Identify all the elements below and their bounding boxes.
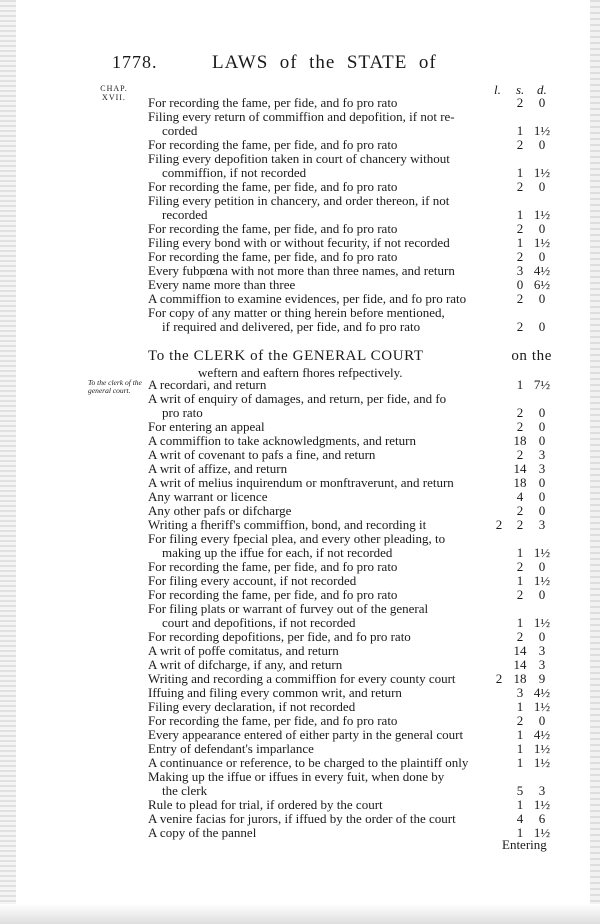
fee-description: Filing every return of commiffion and depofition, if not re-	[148, 109, 455, 124]
amount-pence: 6½	[533, 277, 551, 292]
fee-description: Writing and recording a commiffion for every county court	[148, 671, 456, 686]
amount-pence: 1½	[533, 123, 551, 138]
fee-entry-continuation	[0, 784, 600, 798]
amount-shillings: 1	[516, 797, 524, 812]
fee-entry	[0, 602, 600, 616]
fee-description: For recording the fame, per fide, and fo pro rato	[148, 137, 398, 152]
amount-shillings: 1	[516, 235, 524, 250]
fee-entry	[0, 742, 600, 756]
amount-pence: 0	[538, 179, 546, 194]
amount-shillings: 1	[516, 123, 524, 138]
fee-description: Filing every depofition taken in court of chancery without	[148, 151, 450, 166]
fee-description: court and depofitions, if not recorded	[162, 615, 356, 630]
amount-shillings: 4	[516, 811, 524, 826]
amount-shillings: 2	[516, 447, 524, 462]
fee-entry	[0, 798, 600, 812]
fee-description: Writing a fheriff's commiffion, bond, and recording it	[148, 517, 427, 532]
amount-shillings: 0	[516, 277, 524, 292]
column-header-pence: d.	[537, 82, 547, 97]
fee-entry	[0, 180, 600, 194]
amount-pence: 3	[538, 657, 546, 672]
page-edge-bottom	[0, 904, 600, 924]
fee-description: For filing plats or warrant of furvey out of the general	[148, 601, 429, 616]
amount-pence: 1½	[533, 797, 551, 812]
fee-description: For recording depofitions, per fide, and fo pro rato	[148, 629, 411, 644]
fee-description: For recording the fame, per fide, and fo pro rato	[148, 559, 398, 574]
amount-shillings: 4	[516, 489, 524, 504]
chapter-number: XVII.	[102, 93, 126, 102]
amount-shillings: 2	[516, 629, 524, 644]
fee-entry	[0, 378, 600, 392]
fee-entry	[0, 490, 600, 504]
amount-shillings: 1	[516, 727, 524, 742]
amount-shillings: 2	[516, 137, 524, 152]
section-title-text: To the CLERK of the GENERAL COURT	[148, 348, 424, 364]
amount-shillings: 18	[513, 475, 527, 490]
fee-description: A writ of affize, and return	[148, 461, 288, 476]
amount-shillings: 2	[516, 249, 524, 264]
amount-shillings: 2	[516, 713, 524, 728]
fee-entry	[0, 222, 600, 236]
amount-pence: 4½	[533, 263, 551, 278]
fee-entry	[0, 96, 600, 110]
amount-pence: 0	[538, 419, 546, 434]
fee-description: For recording the fame, per fide, and fo pro rato	[148, 221, 398, 236]
amount-shillings: 1	[516, 165, 524, 180]
fee-description: Filing every bond with or without fecurity, if not recorded	[148, 235, 450, 250]
amount-pence: 0	[538, 405, 546, 420]
amount-shillings: 2	[516, 587, 524, 602]
fee-description: Making up the iffue or iffues in every fuit, when done by	[148, 769, 445, 784]
fee-entry	[0, 152, 600, 166]
amount-shillings: 18	[513, 671, 527, 686]
amount-shillings: 2	[516, 319, 524, 334]
fee-description: Any warrant or licence	[148, 489, 268, 504]
fee-description: A writ of poffe comitatus, and return	[148, 643, 339, 658]
amount-pence: 0	[538, 221, 546, 236]
amount-shillings: 14	[513, 657, 527, 672]
amount-shillings: 2	[516, 405, 524, 420]
amount-pounds: 2	[495, 517, 503, 532]
fee-description: making up the iffue for each, if not recorded	[162, 545, 393, 560]
fee-description: commiffion, if not recorded	[162, 165, 307, 180]
column-header-shillings: s.	[516, 82, 525, 97]
fee-description: Rule to plead for trial, if ordered by the court	[148, 797, 383, 812]
fee-description: Every appearance entered of either party in the general court	[148, 727, 464, 742]
chapter-label: CHAP.	[100, 84, 128, 93]
fee-description: recorded	[162, 207, 208, 222]
fee-entry	[0, 770, 600, 784]
amount-shillings: 5	[516, 783, 524, 798]
amount-shillings: 2	[516, 419, 524, 434]
amount-pence: 3	[538, 783, 546, 798]
fee-description: A copy of the pannel	[148, 825, 257, 840]
amount-pence: 1½	[533, 165, 551, 180]
fee-entry	[0, 448, 600, 462]
amount-pence: 1½	[533, 755, 551, 770]
fee-entry	[0, 812, 600, 826]
fee-entry	[0, 110, 600, 124]
amount-pence: 3	[538, 447, 546, 462]
amount-pence: 1½	[533, 825, 551, 840]
amount-pence: 0	[538, 475, 546, 490]
fee-entry	[0, 434, 600, 448]
fee-entry	[0, 392, 600, 406]
amount-pence: 0	[538, 433, 546, 448]
fee-description: A writ of difcharge, if any, and return	[148, 657, 343, 672]
amount-pence: 0	[538, 559, 546, 574]
fee-description: the clerk	[162, 783, 208, 798]
section-title	[148, 348, 552, 365]
fee-entry-continuation	[0, 616, 600, 630]
page-title: LAWS of the STATE of	[212, 52, 437, 73]
fee-description: For recording the fame, per fide, and fo pro rato	[148, 95, 398, 110]
amount-pence: 1½	[533, 741, 551, 756]
amount-pence: 7½	[533, 377, 551, 392]
amount-shillings: 18	[513, 433, 527, 448]
amount-shillings: 1	[516, 207, 524, 222]
fee-entry	[0, 250, 600, 264]
fee-entry-continuation	[0, 166, 600, 180]
amount-shillings: 1	[516, 741, 524, 756]
amount-shillings: 1	[516, 699, 524, 714]
fee-entry-continuation	[0, 406, 600, 420]
fee-entry-continuation	[0, 124, 600, 138]
amount-pence: 0	[538, 629, 546, 644]
amount-shillings: 1	[516, 615, 524, 630]
running-head	[112, 52, 552, 78]
amount-pence: 4½	[533, 727, 551, 742]
fee-description: A venire facias for jurors, if iffued by the order of the court	[148, 811, 456, 826]
fee-entry-continuation	[0, 320, 600, 334]
amount-pence: 3	[538, 643, 546, 658]
fee-description: Every fubpœna with not more than three names, and return	[148, 263, 455, 278]
fee-entry-continuation	[0, 546, 600, 560]
fee-entry	[0, 644, 600, 658]
fee-entry	[0, 728, 600, 742]
amount-pence: 0	[538, 489, 546, 504]
fee-entry	[0, 532, 600, 546]
fee-entry	[0, 278, 600, 292]
fee-description: A commiffion to examine evidences, per fide, and fo pro rato	[148, 291, 467, 306]
fee-entry	[0, 518, 600, 532]
fee-entry	[0, 236, 600, 250]
amount-pence: 3	[538, 517, 546, 532]
amount-pence: 1½	[533, 545, 551, 560]
amount-pence: 0	[538, 713, 546, 728]
amount-shillings: 3	[516, 685, 524, 700]
fee-description: Any other pafs or difcharge	[148, 503, 292, 518]
amount-pence: 0	[538, 95, 546, 110]
amount-shillings: 2	[516, 517, 524, 532]
fee-description: For filing every fpecial plea, and every other pleading, to	[148, 531, 446, 546]
amount-shillings: 2	[516, 291, 524, 306]
amount-shillings: 14	[513, 643, 527, 658]
fee-description: A recordari, and return	[148, 377, 267, 392]
amount-pence: 1½	[533, 235, 551, 250]
fee-entry	[0, 756, 600, 770]
fee-entry	[0, 560, 600, 574]
amount-pence: 0	[538, 137, 546, 152]
fee-entry	[0, 658, 600, 672]
page-number: 1778.	[112, 52, 158, 72]
column-header-pounds: l.	[494, 82, 501, 97]
fee-description: Filing every petition in chancery, and order thereon, if not	[148, 193, 450, 208]
fee-entry	[0, 504, 600, 518]
amount-shillings: 1	[516, 825, 524, 840]
fee-entry	[0, 588, 600, 602]
amount-shillings: 3	[516, 263, 524, 278]
amount-shillings: 2	[516, 95, 524, 110]
fee-description: Every name more than three	[148, 277, 296, 292]
amount-shillings: 1	[516, 545, 524, 560]
fee-entry	[0, 306, 600, 320]
fee-description: For recording the fame, per fide, and fo pro rato	[148, 179, 398, 194]
fee-entry	[0, 264, 600, 278]
fee-description: For recording the fame, per fide, and fo pro rato	[148, 249, 398, 264]
amount-pounds: 2	[495, 671, 503, 686]
amount-pence: 1½	[533, 615, 551, 630]
amount-shillings: 1	[516, 377, 524, 392]
fee-entry	[0, 686, 600, 700]
amount-shillings: 2	[516, 179, 524, 194]
amount-pence: 1½	[533, 699, 551, 714]
amount-shillings: 14	[513, 461, 527, 476]
fee-description: A writ of enquiry of damages, and return, per fide, and fo	[148, 391, 447, 406]
amount-pence: 6	[538, 811, 546, 826]
fee-description: A commiffion to take acknowledgments, and return	[148, 433, 416, 448]
catchword: Entering	[502, 837, 547, 852]
fee-entry	[0, 574, 600, 588]
fee-entry	[0, 476, 600, 490]
amount-pence: 0	[538, 319, 546, 334]
fee-entry	[0, 630, 600, 644]
fee-description: For recording the fame, per fide, and fo pro rato	[148, 713, 398, 728]
amount-shillings: 1	[516, 573, 524, 588]
amount-shillings: 1	[516, 755, 524, 770]
amount-pence: 0	[538, 503, 546, 518]
fee-description: Iffuing and filing every common writ, and return	[148, 685, 402, 700]
fee-description: A writ of melius inquirendum or monftraverunt, and return	[148, 475, 454, 490]
fee-description: For copy of any matter or thing herein before mentioned,	[148, 305, 445, 320]
fee-entry	[0, 700, 600, 714]
amount-pence: 0	[538, 587, 546, 602]
fee-entry	[0, 194, 600, 208]
amount-shillings: 2	[516, 503, 524, 518]
amount-pence: 4½	[533, 685, 551, 700]
margin-note: To the clerk of the general court.	[88, 378, 142, 395]
fee-description: pro rato	[162, 405, 203, 420]
fee-entry	[0, 292, 600, 306]
fee-entry-continuation	[0, 208, 600, 222]
fee-description: Filing every declaration, if not recorded	[148, 699, 356, 714]
fee-entry	[0, 714, 600, 728]
section-title-tail: on the	[511, 348, 552, 364]
section-subtitle: weftern and eaftern fhores refpectively.	[198, 365, 403, 380]
fee-entry	[0, 672, 600, 686]
fee-description: For recording the fame, per fide, and fo pro rato	[148, 587, 398, 602]
amount-pence: 3	[538, 461, 546, 476]
fee-entry	[0, 420, 600, 434]
fee-entry	[0, 462, 600, 476]
fee-description: Entry of defendant's imparlance	[148, 741, 314, 756]
fee-description: For entering an appeal	[148, 419, 265, 434]
amount-pence: 1½	[533, 573, 551, 588]
fee-description: A writ of covenant to pafs a fine, and return	[148, 447, 376, 462]
fee-entry	[0, 138, 600, 152]
amount-shillings: 2	[516, 221, 524, 236]
fee-description: corded	[162, 123, 198, 138]
amount-pence: 9	[538, 671, 546, 686]
fee-description: A continuance or reference, to be charged to the plaintiff only	[148, 755, 469, 770]
amount-pence: 0	[538, 291, 546, 306]
amount-pence: 1½	[533, 207, 551, 222]
amount-shillings: 2	[516, 559, 524, 574]
fee-description: For filing every account, if not recorded	[148, 573, 357, 588]
fee-description: if required and delivered, per fide, and fo pro rato	[162, 319, 421, 334]
amount-pence: 0	[538, 249, 546, 264]
